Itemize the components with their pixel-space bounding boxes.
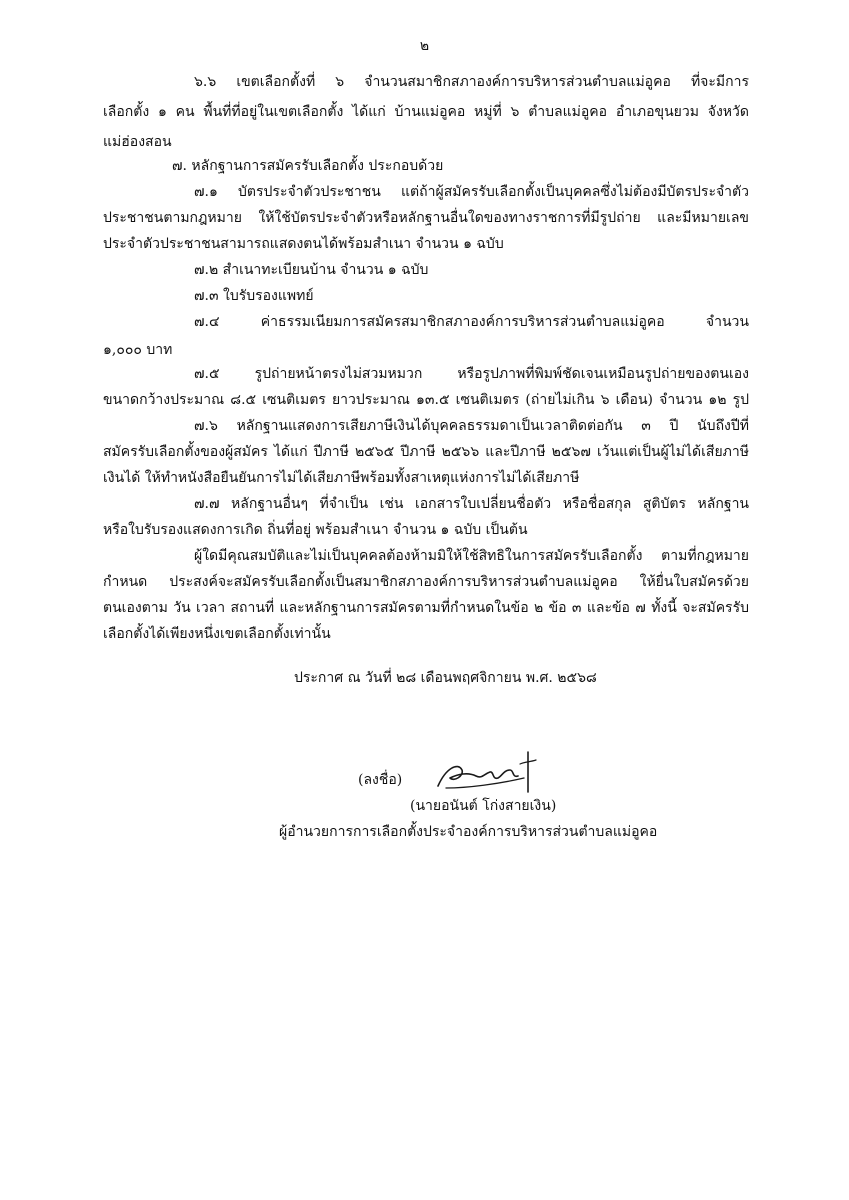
item-7-7-line-1: ๗.๗ หลักฐานอื่นๆ ที่จำเป็น เช่น เอกสารใบเปลี่ยนชื่อตัว หรือชื่อสกุล สูติบัตร หลักฐาน bbox=[194, 496, 749, 512]
item-6-6-line-1: ๖.๖ เขตเลือกตั้งที่ ๖ จำนวนสมาชิกสภาองค์การบริหารส่วนตำบลแม่อูคอ ที่จะมีการ bbox=[194, 74, 749, 90]
closing-line-1: ผู้ใดมีคุณสมบัติและไม่เป็นบุคคลต้องห้ามมิให้ใช้สิทธิในการสมัครรับเลือกตั้ง ตามที่กฎหมาย bbox=[194, 548, 749, 564]
item-7-3: ๗.๓ ใบรับรองแพทย์ bbox=[194, 288, 314, 304]
item-7-1-line-3: ประจำตัวประชาชนสามารถแสดงตนได้พร้อมสำเนา จำนวน ๑ ฉบับ bbox=[103, 236, 504, 252]
closing-line-2: กำหนด ประสงค์จะสมัครรับเลือกตั้งเป็นสมาชิกสภาองค์การบริหารส่วนตำบลแม่อูคอ ให้ยื่นใบสมัครด้วย bbox=[103, 574, 749, 590]
item-7-2: ๗.๒ สำเนาทะเบียนบ้าน จำนวน ๑ ฉบับ bbox=[194, 262, 429, 278]
item-6-6-line-2: เลือกตั้ง ๑ คน พื้นที่ที่อยู่ในเขตเลือกตั้ง ได้แก่ บ้านแม่อูคอ หมู่ที่ ๖ ตำบลแม่อูคอ อำเภอขุนยวม จังหวัด bbox=[103, 104, 749, 120]
page-number: ๒ bbox=[419, 38, 430, 54]
item-7-1-line-2: ประชาชนตามกฎหมาย ให้ใช้บัตรประจำตัวหรือหลักฐานอื่นใดของทางราชการที่มีรูปถ่าย และมีหมายเลข bbox=[103, 210, 749, 226]
item-7-1-line-1: ๗.๑ บัตรประจำตัวประชาชน แต่ถ้าผู้สมัครรับเลือกตั้งเป็นบุคคลซึ่งไม่ต้องมีบัตรประจำตัว bbox=[194, 184, 749, 200]
item-7-4-line-1: ๗.๔ ค่าธรรมเนียมการสมัครสมาชิกสภาองค์การบริหารส่วนตำบลแม่อูคอ จำนวน bbox=[194, 314, 749, 330]
item-7-7-line-2: หรือใบรับรองแสดงการเกิด ถิ่นที่อยู่ พร้อมสำเนา จำนวน ๑ ฉบับ เป็นต้น bbox=[103, 522, 528, 538]
item-7-4-line-2: ๑,๐๐๐ บาท bbox=[103, 342, 173, 358]
closing-line-4: เลือกตั้งได้เพียงหนึ่งเขตเลือกตั้งเท่านั้น bbox=[103, 626, 331, 642]
item-6-6-line-3: แม่ฮ่องสอน bbox=[103, 134, 172, 150]
item-7-5-line-2: ขนาดกว้างประมาณ ๘.๕ เซนติเมตร ยาวประมาณ ๑๓.๕ เซนติเมตร (ถ่ายไม่เกิน ๖ เดือน) จำนวน ๑๒ รูป bbox=[103, 392, 749, 408]
item-7-6-line-3: เงินได้ ให้ทำหนังสือยืนยันการไม่ได้เสียภาษีพร้อมทั้งสาเหตุแห่งการไม่ได้เสียภาษี bbox=[103, 470, 580, 486]
handwritten-signature bbox=[428, 748, 538, 794]
closing-line-3: ตนเองตาม วัน เวลา สถานที่ และหลักฐานการสมัครตามที่กำหนดในข้อ ๒ ข้อ ๓ และข้อ ๗ ทั้งนี้ จะสมัครรับ bbox=[103, 600, 749, 616]
announcement-date: ประกาศ ณ วันที่ ๒๘ เดือนพฤศจิกายน พ.ศ. ๒๕๖๘ bbox=[294, 670, 597, 686]
item-7-6-line-2: สมัครรับเลือกตั้งของผู้สมัคร ได้แก่ ปีภาษี ๒๕๖๕ ปีภาษี ๒๕๖๖ และปีภาษี ๒๕๖๗ เว้นแต่เป็นผู้ไม่ได้เสียภาษี bbox=[103, 444, 749, 460]
item-7-6-line-1: ๗.๖ หลักฐานแสดงการเสียภาษีเงินได้บุคคลธรรมดาเป็นเวลาติดต่อกัน ๓ ปี นับถึงปีที่ bbox=[194, 418, 749, 434]
signature-label: (ลงชื่อ) bbox=[358, 772, 403, 788]
item-7-5-line-1: ๗.๕ รูปถ่ายหน้าตรงไม่สวมหมวก หรือรูปภาพที่พิมพ์ชัดเจนเหมือนรูปถ่ายของตนเอง bbox=[194, 366, 749, 382]
section-7-heading: ๗. หลักฐานการสมัครรับเลือกตั้ง ประกอบด้วย bbox=[172, 158, 444, 174]
signatory-title: ผู้อำนวยการการเลือกตั้งประจำองค์การบริหารส่วนตำบลแม่อูคอ bbox=[279, 824, 658, 840]
signatory-name: (นายอนันต์ โก่งสายเงิน) bbox=[410, 798, 557, 814]
